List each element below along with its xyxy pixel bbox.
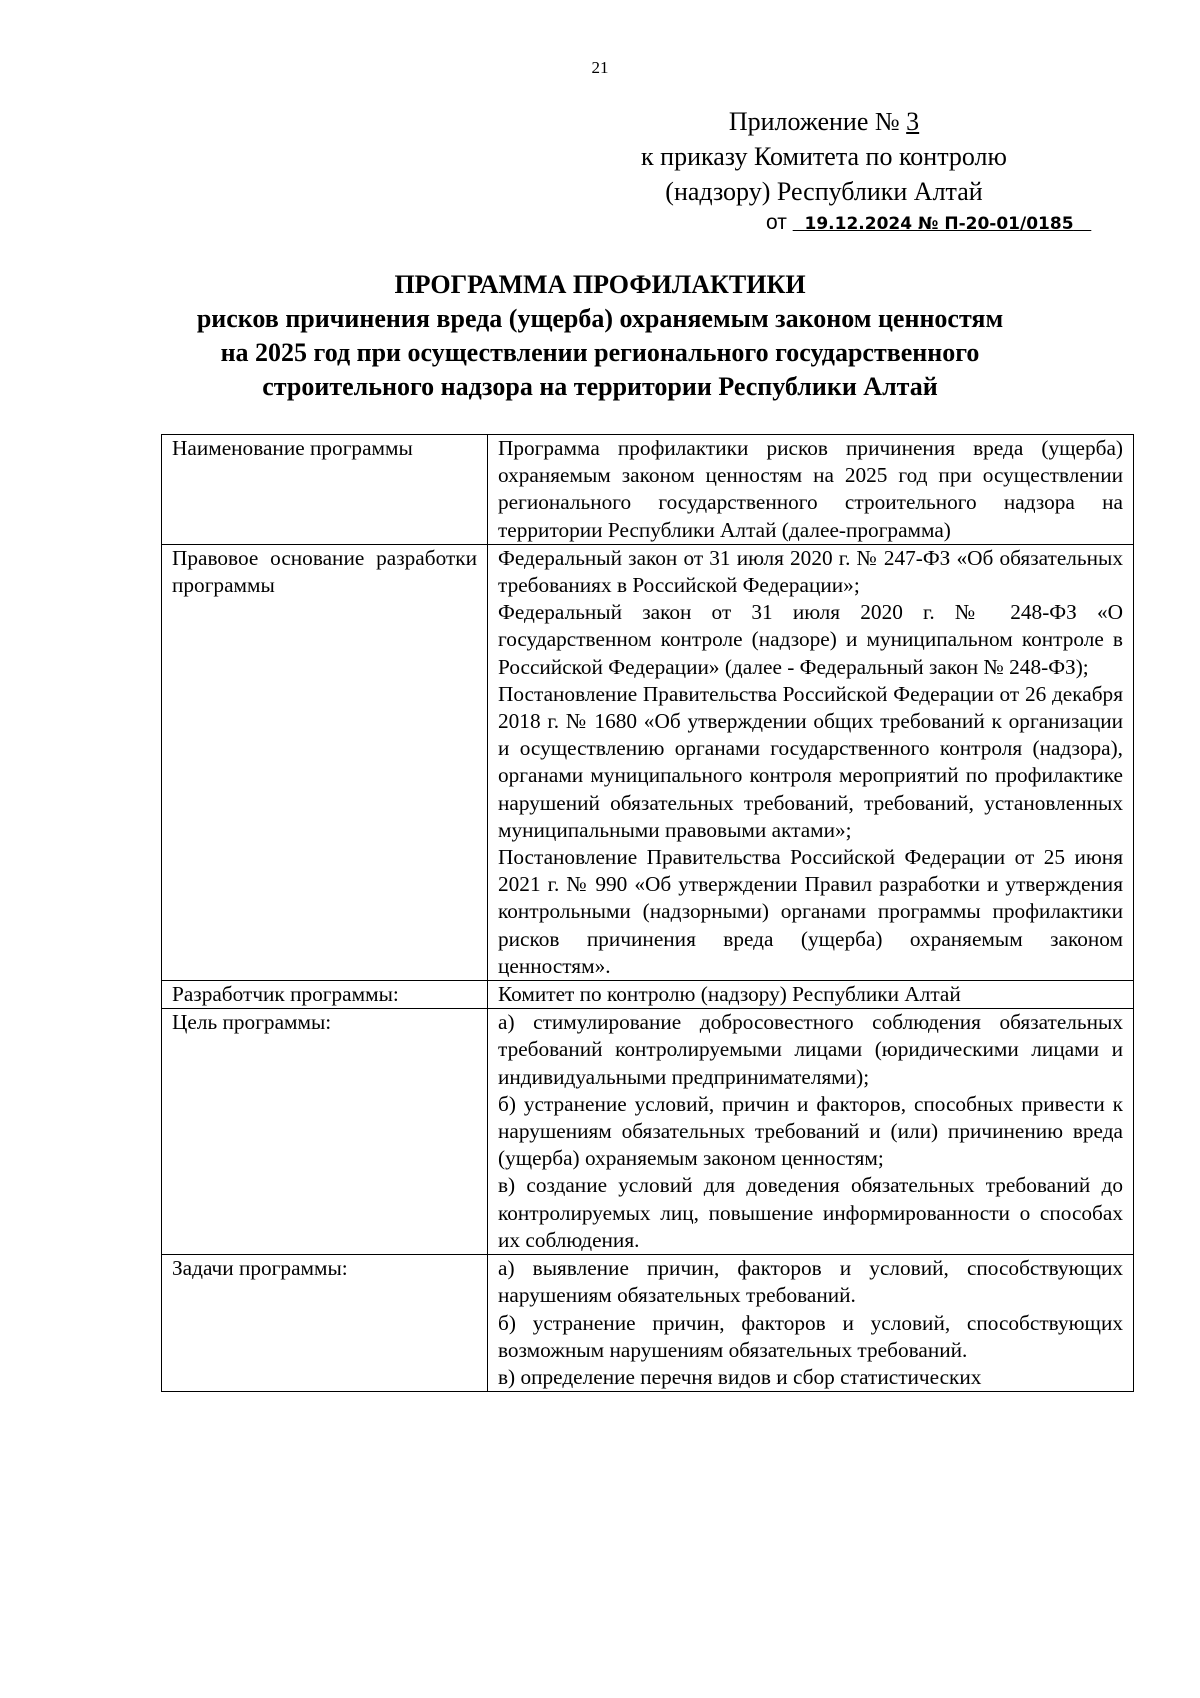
appendix-line-1	[544, 104, 1104, 139]
appendix-date	[766, 208, 1091, 239]
paragraph: Постановление Правительства Российской Федерации от 26 декабря 2018 г. № 1680 «Об утверждении общих требований к организации и осуществлению органами государственного контроля (надзора), органами муниципального контроля мероприятий по профилактике нарушений обязательных требований, требований, установленных муниципальными правовыми актами»;	[498, 681, 1123, 842]
appendix-block	[544, 104, 1104, 209]
table-row	[162, 435, 1134, 545]
title-line-1: ПРОГРАММА ПРОФИЛАКТИКИ	[394, 270, 806, 299]
date-value-text: 19.12.2024 № П-20-01/0185	[804, 214, 1074, 234]
row-label: Задачи программы:	[162, 1255, 488, 1392]
paragraph: в) создание условий для доведения обязательных требований до контролируемых лиц, повышение информированности о способах их соблюдения.	[498, 1173, 1123, 1252]
table-row	[162, 981, 1134, 1009]
row-value	[488, 1255, 1134, 1392]
paragraph: а) выявление причин, факторов и условий, способствующих нарушениям обязательных требований.	[498, 1256, 1123, 1308]
row-label: Наименование программы	[162, 435, 488, 545]
program-passport-table	[161, 434, 1134, 1392]
appendix-prefix: Приложение №	[728, 107, 907, 136]
paragraph: Федеральный закон от 31 июля 2020 г. № 247-ФЗ «Об обязательных требованиях в Российской Федерации»;	[498, 545, 1123, 598]
date-prefix: от	[766, 211, 793, 234]
title-line-4: строительного надзора на территории Республики Алтай	[262, 372, 938, 401]
row-label: Правовое основание разработки программы	[162, 544, 488, 980]
date-value	[793, 214, 1092, 234]
row-label: Цель программы:	[162, 1009, 488, 1255]
paragraph: Постановление Правительства Российской Федерации от 25 июня 2021 г. № 990 «Об утверждении Правил разработки и утверждения контрольными (надзорными) органами программы профилактики рисков причинения вреда (ущерба) охраняемым законом ценностям».	[498, 845, 1123, 978]
paragraph: Программа профилактики рисков причинения вреда (ущерба) охраняемым законом ценностям на 2025 год при осуществлении регионального государственного строительного надзора на территории Республики Алтай (далее-программа)	[498, 436, 1123, 542]
paragraph: б) устранение условий, причин и факторов, способных привести к нарушениям обязательных требований и (или) причинению вреда (ущерба) охраняемым законом ценностям;	[498, 1091, 1123, 1171]
row-label: Разработчик программы:	[162, 981, 488, 1009]
row-value	[488, 981, 1134, 1009]
appendix-number: 3	[906, 107, 920, 136]
paragraph: Федеральный закон от 31 июля 2020 г. № 248-ФЗ «О государственном контроле (надзоре) и муниципальном контроле в Российской Федерации» (далее - Федеральный закон № 248-ФЗ);	[498, 600, 1123, 679]
row-value	[488, 435, 1134, 545]
table-row	[162, 1255, 1134, 1392]
document-title	[0, 268, 1200, 404]
table-row	[162, 544, 1134, 980]
title-line-3: на 2025 год при осуществлении регионального государственного	[220, 338, 980, 367]
row-value	[488, 544, 1134, 980]
page-number: 21	[591, 58, 609, 77]
paragraph: Комитет по контролю (надзору) Республики Алтай	[498, 982, 961, 1007]
title-line-2: рисков причинения вреда (ущерба) охраняемым законом ценностям	[196, 304, 1004, 333]
row-value	[488, 1009, 1134, 1255]
paragraph: б) устранение причин, факторов и условий, способствующих возможным нарушениям обязательных требований.	[498, 1310, 1123, 1362]
paragraph: в) определение перечня видов и сбор статистических	[498, 1364, 982, 1389]
appendix-line-2: к приказу Комитета по контролю	[641, 142, 1007, 171]
paragraph: а) стимулирование добросовестного соблюдения обязательных требований контролируемыми лицами (юридическими лицами и индивидуальными предпринимателями);	[498, 1010, 1123, 1089]
appendix-line-3: (надзору) Республики Алтай	[665, 177, 983, 206]
table-row	[162, 1009, 1134, 1255]
